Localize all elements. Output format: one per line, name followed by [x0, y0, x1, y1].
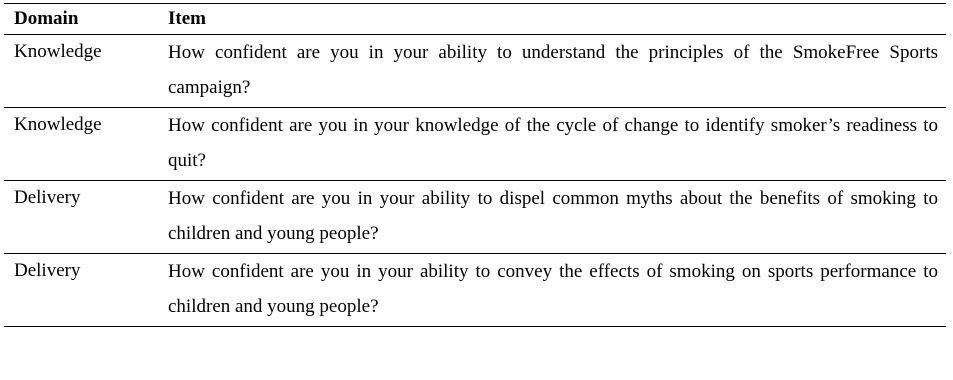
item-cell: How confident are you in your ability to dispel common myths about the benefits of smoking to children and young people?: [168, 188, 938, 244]
domain-cell: Delivery: [14, 260, 81, 281]
domain-cell: Delivery: [14, 187, 81, 208]
item-cell: How confident are you in your knowledge of the cycle of change to identify smoker’s readiness to quit?: [168, 115, 938, 171]
table-row: [4, 254, 946, 327]
table-header: [4, 4, 946, 35]
table-body: [4, 35, 946, 327]
table-row: [4, 35, 946, 108]
item-cell: How confident are you in your ability to understand the principles of the SmokeFree Sports campaign?: [168, 42, 938, 98]
table-row: [4, 108, 946, 181]
domain-cell: Knowledge: [14, 114, 102, 135]
item-cell: How confident are you in your ability to convey the effects of smoking on sports performance to children and young people?: [168, 261, 938, 317]
item-column-header: Item: [168, 4, 946, 35]
domain-cell: Knowledge: [14, 41, 102, 62]
survey-items-table: [4, 3, 946, 327]
table-row: [4, 181, 946, 254]
header-row: [4, 4, 946, 35]
domain-column-header: Domain: [4, 4, 168, 35]
